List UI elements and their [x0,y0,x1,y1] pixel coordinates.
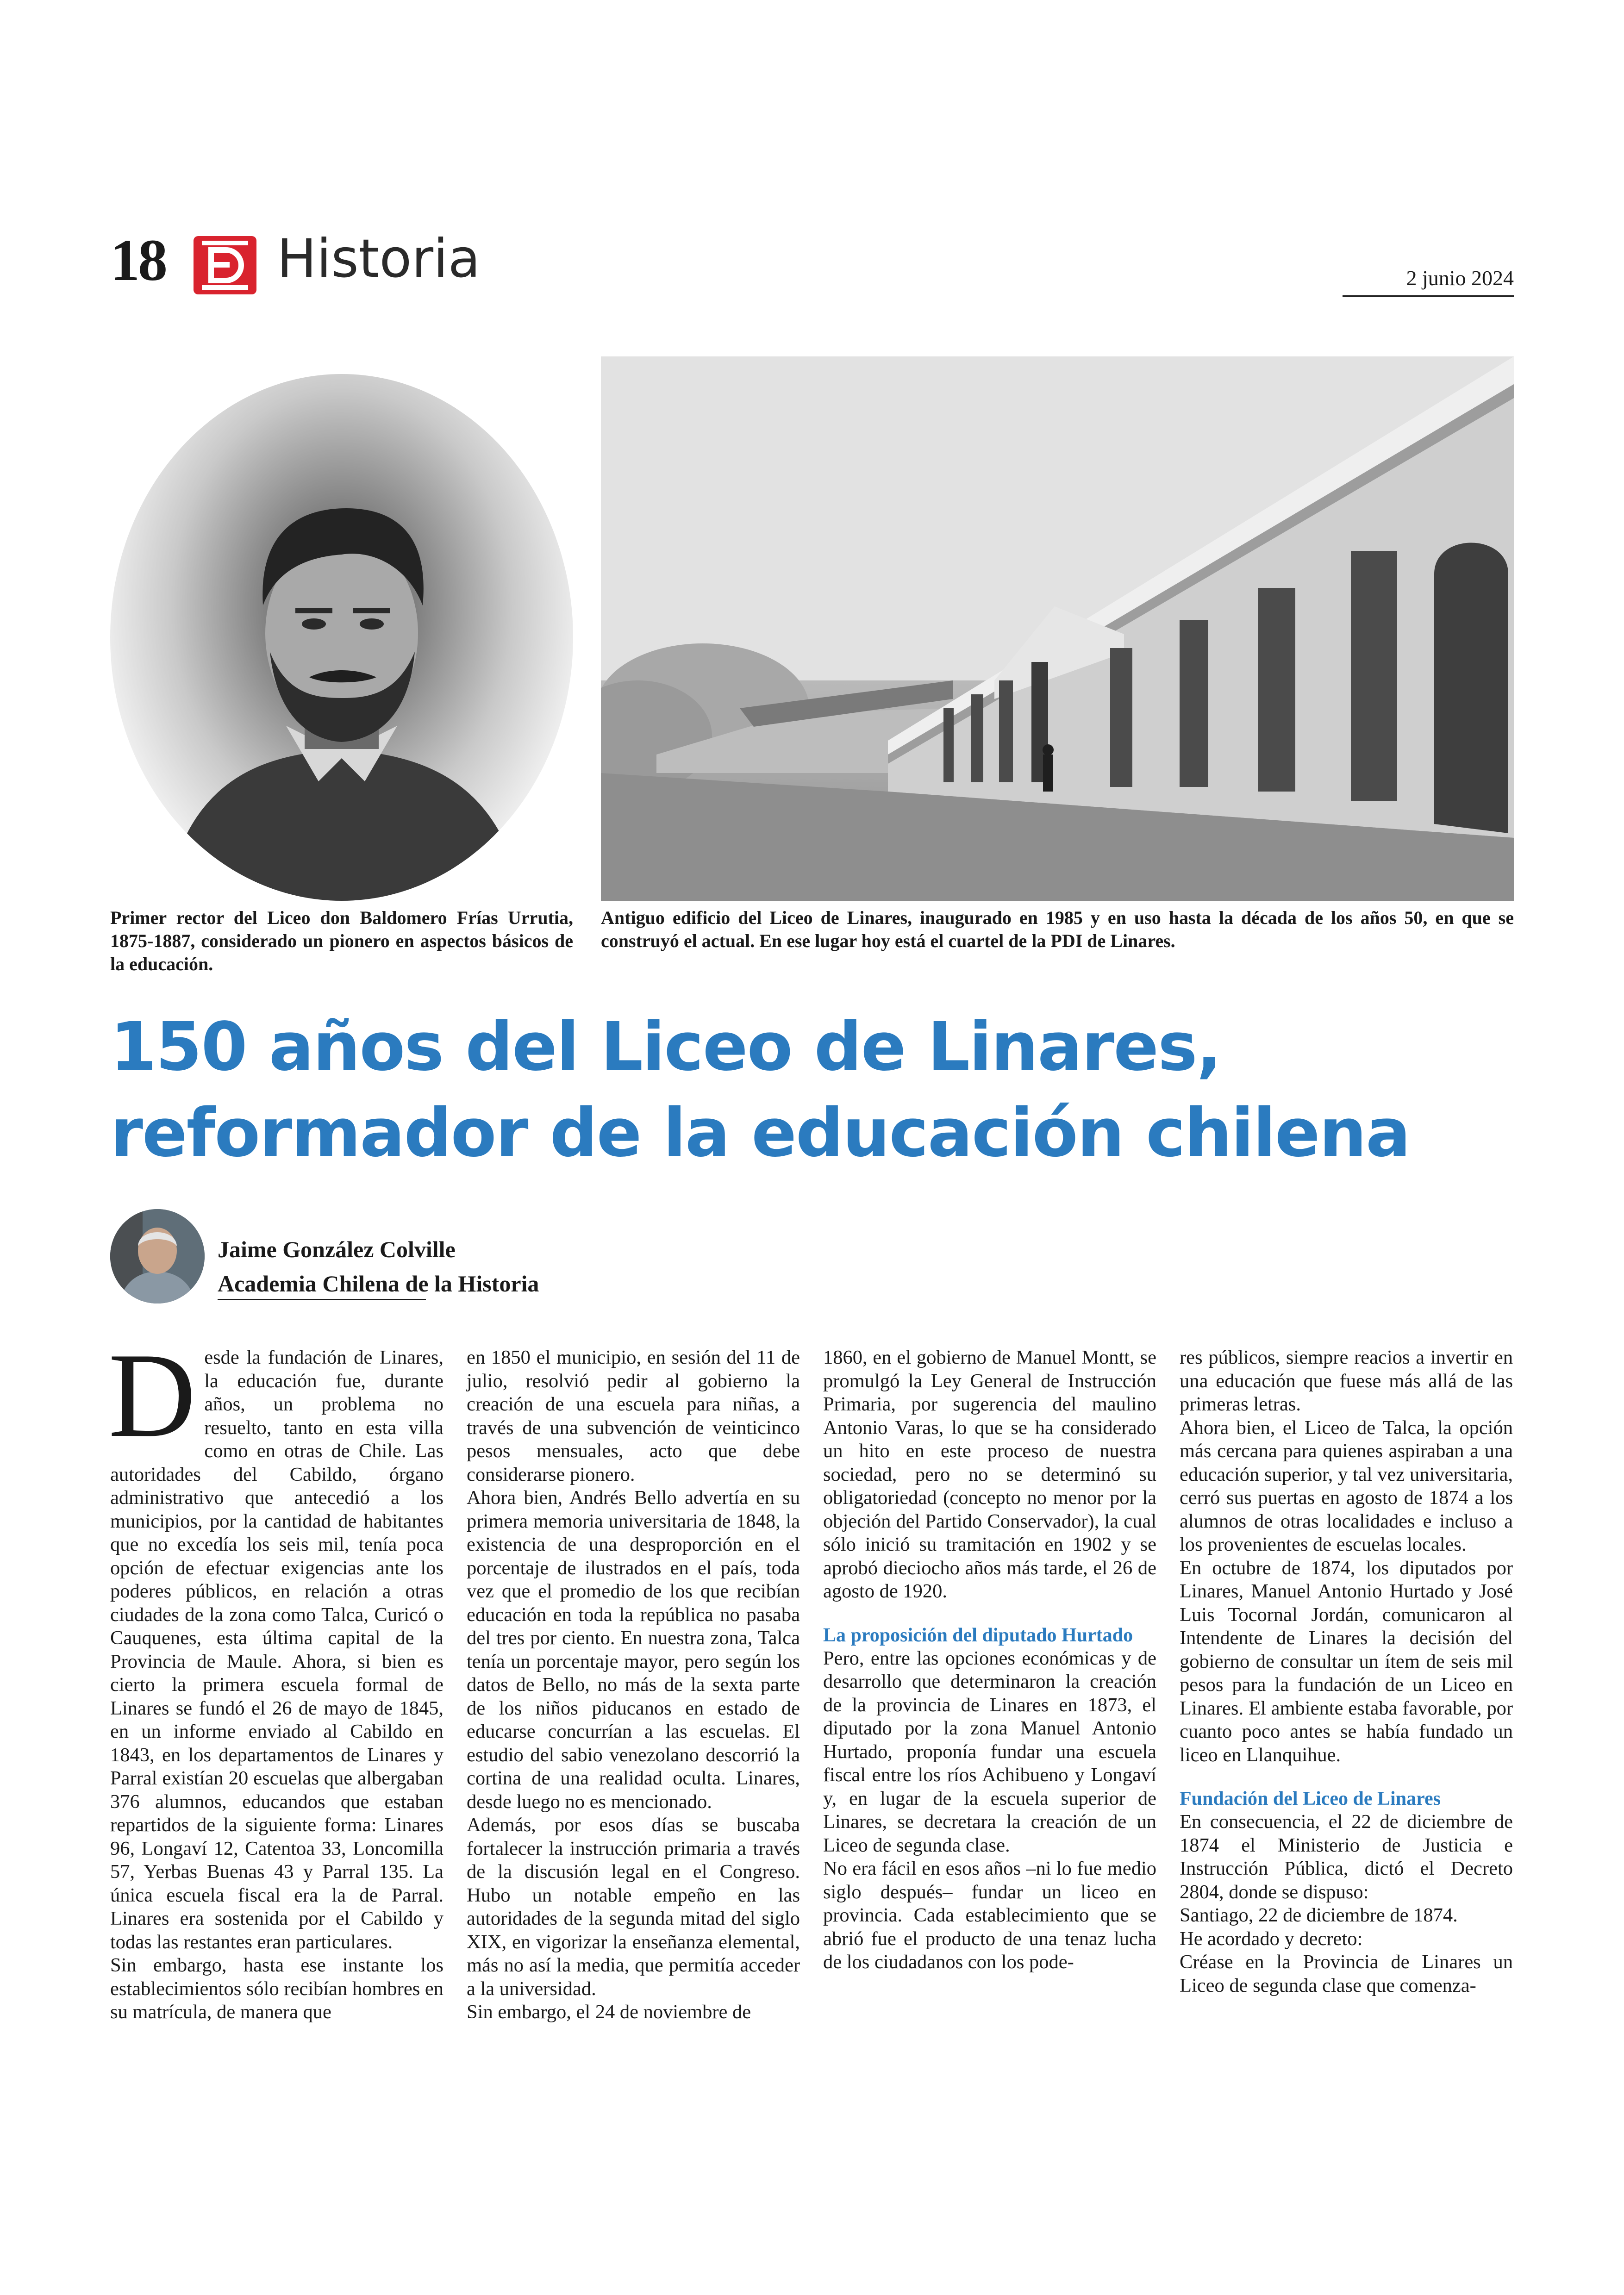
body-paragraph: Santiago, 22 de diciembre de 1874. [1180,1904,1458,1926]
drop-cap: D [108,1328,196,1462]
article-column-1 [108,1328,443,2024]
newspaper-logo [194,236,256,294]
author-affiliation: Academia Chilena de la Historia [218,1271,539,1297]
body-paragraph: Ahora bien, el Liceo de Talca, la opción más cercana para quienes aspiraban a una educación superior, y tal vez universitaria, cerró sus puertas en agosto de 1874 a los alumnos de otras localidades e incluso a los provenientes de escuelas locales. [1180,1416,1513,1555]
date-rule [1343,295,1514,297]
portrait-caption: Primer rector del Liceo don Baldomero Frías Urrutia, 1875-1887, considerado un pionero en aspectos básicos de la educación. [110,907,573,974]
article-column-3 [823,1346,1156,1974]
logo-d-icon [194,236,256,294]
article-column-2 [467,1346,800,2024]
subheading-proposicion: La proposición del diputado Hurtado [823,1624,1133,1646]
body-paragraph: Ahora bien, Andrés Bello advertía en su primera memoria universitaria de 1848, la existencia de una desproporción en el porcentaje de ilustrados en el país, toda vez que el promedio de los que recibían educación en toda la república no pasaba del tres por ciento. En nuestra zona, Talca tenía un porcentaje mayor, pero según los datos de Bello, no más de la sexta parte de los niños piducanos en estado de educarse concurrían a las escuelas. El estudio del sabio venezolano descorrió la cortina de una realidad oculta. Linares, desde luego no es mencionado. [467,1487,800,1813]
portrait-photo [110,374,573,901]
body-paragraph: res públicos, siempre reacios a invertir en una educación que fuese más allá de las primeras letras. [1180,1347,1513,1415]
body-paragraph: Créase en la Provincia de Linares un Liceo de segunda clase que comenza- [1180,1951,1513,1996]
building-photo [601,356,1514,901]
body-paragraph: Sin embargo, hasta ese instante los establecimientos sólo recibían hombres en su matrícula, de manera que [110,1954,443,2023]
subheading-fundacion: Fundación del Liceo de Linares [1180,1788,1441,1809]
body-paragraph: Desde la fundación de Linares, la educación fue, durante años, un problema no resuelto, tanto en esta villa como en otras de Chile. Las autoridades del Cabildo, órgano administrativo que antecedió a los municipios, por la cantidad de habitantes que no excedía los seis mil, tenía poca opción de efectuar exigencias ante los poderes públicos, en relación a otras ciudades de la zona como Talca, Curicó o Cauquenes, esta última capital de la Provincia de Maule. Ahora, si bien es cierto la primera escuela formal de Linares se fundó el 26 de mayo de 1845, en un informe enviado al Cabildo en 1843, en los departamentos de Linares y Parral existían 20 escuelas que albergaban 376 alumnos, educandos que estaban repartidos de la siguiente forma: Linares 96, Longaví 12, Catentoa 33, Loncomilla 57, Yerbas Buenas 43 y Parral 135. La única escuela fiscal era la de Parral. Linares era sostenida por el Cabildo y todas las restantes eran particulares. [108,1328,443,1953]
page-number: 18 [110,227,166,293]
author-rule [218,1299,426,1300]
author-avatar [110,1209,205,1303]
building-caption: Antiguo edificio del Liceo de Linares, inaugurado en 1985 y en uso hasta la década de los años 50, en que se construyó el actual. En ese lugar hoy está el cuartel de la PDI de Linares. [601,907,1514,951]
article-column-4 [1180,1346,1513,1997]
body-paragraph: Pero, entre las opciones económicas y de desarrollo que determinaron la creación de la provincia de Linares en 1873, el diputado por la zona Manuel Antonio Hurtado, proponía fundar una escuela fiscal entre los ríos Achibueno y Longaví y, en lugar de la escuela superior de Linares, se decretara la creación de un Liceo de segunda clase. [823,1647,1156,1856]
body-paragraph: No era fácil en esos años –ni lo fue medio siglo después– fundar un liceo en provincia. Cada establecimiento que se abrió fue el producto de una tenaz lucha de los ciudadanos con los pode- [823,1858,1156,1973]
headline [110,1004,1545,1176]
headline-line-2: reformador de la educación chilena [110,1094,1410,1172]
body-paragraph: en 1850 el municipio, en sesión del 11 de julio, resolvió pedir al gobierno la creación de una escuela para niñas, a través de una subvención de veinticinco pesos mensuales, acto que debe considerarse pionero. [467,1347,800,1485]
body-paragraph: He acordado y decreto: [1180,1927,1363,1950]
body-paragraph: En octubre de 1874, los diputados por Linares, Manuel Antonio Hurtado y José Luis Tocornal Jordán, comunicaron al Intendente de Linares la decisión del gobierno de consultar un ítem de seis mil pesos para la fundación de un Liceo en Linares. El ambiente estaba favorable, por cuanto poco antes se había fundado un liceo en Llanquihue. [1180,1557,1513,1766]
body-paragraph: En consecuencia, el 22 de diciembre de 1874 el Ministerio de Justicia e Instrucción Pública, dictó el Decreto 2804, donde se dispuso: [1180,1811,1513,1903]
issue-date: 2 junio 2024 [1406,266,1514,290]
headline-line-1: 150 años del Liceo de Linares, [110,1008,1221,1085]
section-name: Historia [277,228,481,289]
body-paragraph: Sin embargo, el 24 de noviembre de [467,2001,751,2023]
author-name: Jaime González Colville [218,1236,456,1262]
body-paragraph: Además, por esos días se buscaba fortalecer la instrucción primaria a través de la discusión legal en el Congreso. Hubo un notable empeño en las autoridades de la segunda mitad del siglo XIX, en vigorizar la enseñanza elemental, más no así la media, que permitía acceder a la universidad. [467,1814,800,2000]
body-paragraph: 1860, en el gobierno de Manuel Montt, se promulgó la Ley General de Instrucción Primaria, por sugerencia del maulino Antonio Varas, lo que se ha considerado un hito en este proceso de nuestra sociedad, pero no se determinó su obligatoriedad (concepto no menor por la objeción del Partido Conservador), la cual sólo inició su tramitación en 1902 y se aprobó dieciocho años más tarde, el 26 de agosto de 1920. [823,1347,1156,1602]
